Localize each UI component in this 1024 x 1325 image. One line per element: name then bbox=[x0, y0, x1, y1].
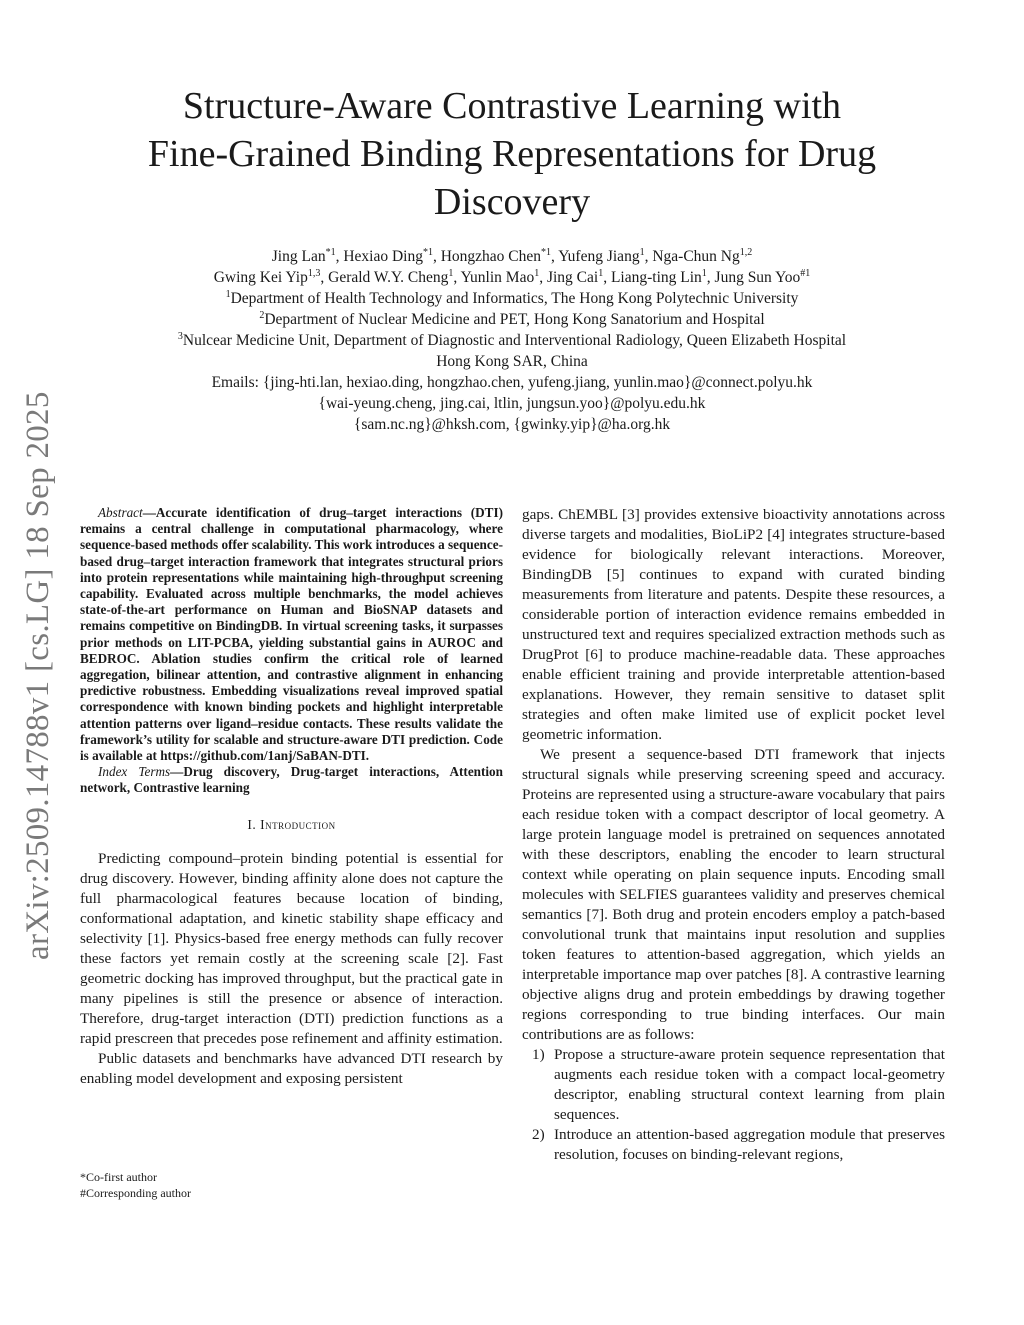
author-name: Gwing Kei Yip bbox=[213, 269, 308, 286]
emails-line: {sam.nc.ng}@hksh.com, {gwinky.yip}@ha.org.hk bbox=[353, 416, 671, 433]
title-line: Discovery bbox=[433, 181, 591, 223]
title-line: Fine-Grained Binding Representations for Drug bbox=[147, 133, 877, 175]
arxiv-side-stamp: arXiv:2509.14788v1 [cs.LG] 18 Sep 2025 bbox=[20, 391, 56, 960]
author-name: Liang-ting Lin bbox=[610, 269, 702, 286]
author-affiliation-mark: 1 bbox=[448, 267, 454, 279]
index-terms-text: —Drug discovery, Drug-target interactions, Attention network, Contrastive learning bbox=[80, 764, 503, 796]
affiliation-3: $^3$Nulcear Medicine Unit, Department of Diagnostic and Interventional Radiology, Queen Elizabeth Hospital bbox=[177, 330, 847, 349]
author-affiliation-mark: *1 bbox=[325, 246, 336, 258]
abstract bbox=[80, 505, 503, 764]
author-affiliation-mark: 1,3 bbox=[307, 267, 321, 279]
author-line: Gwing Kei Yip$^{1,3}$, Gerald W.Y. Cheng$^1$, Yunlin Mao$^1$, Jing Cai$^1$, Liang-ting Lin$^1$, Jung Sun Yoo$^{\#1}$ bbox=[213, 267, 811, 286]
title-line: Structure-Aware Contrastive Learning with bbox=[182, 85, 842, 127]
footnote: *Co-first author bbox=[80, 1170, 157, 1184]
body-paragraph: We present a sequence-based DTI framework that injects structural signals while preserving screening speed and accuracy. Proteins are represented using a structure-aware vocabulary that pairs each residue token with a compact descriptor of local geometry. A large protein language model is pretrained on sequences annotated with these descriptors, enabling the encoder to learn structural context while operating on plain sequence inputs. Encoding small molecules with SELFIES guarantees validity and preserves chemical semantics [7]. Both drug and protein encoders employ a patch-based convolutional trunk that maintains input resolution and supplies token features to attention-based aggregation, which yields an interpretable importance map over patches [8]. A contrastive learning objective aligns drug and protein embeddings by drawing together regions corresponding to true binding interfaces. Our main contributions are as follows: bbox=[522, 746, 945, 1043]
author-name: Gerald W.Y. Cheng bbox=[328, 269, 449, 286]
author-affiliation-mark: 1 bbox=[534, 267, 540, 279]
footnote: #Corresponding author bbox=[80, 1185, 191, 1200]
author-affiliation-mark: 1 bbox=[701, 267, 707, 279]
footnotes bbox=[80, 1170, 191, 1201]
left-column bbox=[80, 505, 503, 1089]
right-column bbox=[522, 505, 945, 1165]
author-affiliation-mark: *1 bbox=[541, 246, 552, 258]
abstract-text: —Accurate identification of drug–target interactions (DTI) remains a central challenge in computational pharmacology, where sequence-based methods offer scalability. This work introduces a sequence-based drug–target interaction framework that integrates structural priors into protein representations while maintaining high-throughput screening capability. Evaluated across multiple benchmarks, the model achieves state-of-the-art performance on Human and BioSNAP datasets and remains competitive on BindingDB. In virtual screening tasks, it surpasses prior methods on LIT-PCBA, yielding substantial gains in AUROC and BEDROC. Ablation studies confirm the critical role of learned aggregation, bilinear attention, and contrastive alignment in enhancing predictive robustness. Embedding visualizations reveal improved spatial correspondence with known binding pockets and highlight interpretable attention patterns over ligand–residue contacts. These results validate the framework’s utility for scalable and structure-aware DTI prediction. Code is available at https://github.com/1anj/SaBAN-DTI. bbox=[80, 505, 503, 764]
index-terms bbox=[80, 764, 503, 796]
body-paragraph: Public datasets and benchmarks have advanced DTI research by enabling model development and exposing persistent bbox=[80, 1049, 503, 1087]
affiliation-1: $^1$Department of Health Technology and Informatics, The Hong Kong Polytechnic University bbox=[225, 288, 799, 307]
list-item: 2) Introduce an attention-based aggregation module that preserves resolution, focuses on binding-relevant regions, bbox=[532, 1126, 945, 1163]
emails-line: {wai-yeung.cheng, jing.cai, ltlin, jungsun.yoo}@polyu.edu.hk bbox=[318, 395, 706, 412]
author-affiliation-mark: 1,2 bbox=[739, 246, 753, 258]
section-heading: I. Introduction bbox=[247, 816, 336, 832]
index-terms-lead: Index Terms bbox=[98, 764, 171, 780]
author-name: Jing Cai bbox=[546, 269, 599, 286]
author-name: Yunlin Mao bbox=[460, 269, 535, 286]
author-affiliation-mark: #1 bbox=[800, 267, 811, 279]
author-name: Hongzhao Chen bbox=[440, 248, 542, 265]
abstract-lead: Abstract bbox=[98, 505, 143, 520]
emails-line: Emails: {jing-hti.lan, hexiao.ding, hongzhao.chen, yufeng.jiang, yunlin.mao}@connect.polyu.hk bbox=[211, 374, 813, 391]
contributions-list bbox=[522, 1045, 945, 1165]
author-name: Jung Sun Yoo bbox=[714, 269, 801, 286]
affiliation-2: $^2$Department of Nuclear Medicine and PET, Hong Kong Sanatorium and Hospital bbox=[259, 309, 765, 328]
body-paragraph: Predicting compound–protein binding potential is essential for drug discovery. However, binding affinity alone does not capture the full pharmacological features because location of binding, conformational adaptation, and kinetic stability shape efficacy and selectivity [1]. Physics-based free energy methods can fully recover these factors yet remain costly at the screening scale [2]. Fast geometric docking has improved throughput, but the practical gate in many pipelines is still the presence or absence of interaction. Therefore, drug-target interaction (DTI) prediction functions as a rapid prescreen that precedes pose refinement and affinity estimation. bbox=[80, 849, 503, 1047]
author-affiliation-mark: 1 bbox=[598, 267, 604, 279]
list-item: 1) Propose a structure-aware protein sequence representation that augments each residue token with a compact local-geometry descriptor, enabling structural context learning from plain sequences. bbox=[532, 1046, 945, 1123]
author-affiliation-mark: *1 bbox=[422, 246, 433, 258]
paper-title bbox=[100, 82, 924, 226]
affiliation-location: Hong Kong SAR, China bbox=[436, 353, 588, 370]
author-name: Hexiao Ding bbox=[343, 248, 423, 265]
body-paragraph: gaps. ChEMBL [3] provides extensive bioactivity annotations across diverse targets and modalities, BioLiP2 [4] integrates structure-based evidence for biologically relevant interactions. Moreover, BindingDB [5] continues to expand with curated binding measurements from literature and patents. Despite these resources, a considerable portion of interaction evidence remains embedded in unstructured text and requires specialized extraction methods such as DrugProt [6] to produce machine-readable data. These approaches enable efficient training and provide interpretable attention-based explanations. However, they remain sensitive to dataset split strategies and often make limited use of explicit pocket level geometric information. bbox=[522, 506, 945, 743]
author-name: Jing Lan bbox=[271, 248, 326, 265]
author-line: Jing Lan$^{*1}$, Hexiao Ding$^{*1}$, Hongzhao Chen$^{*1}$, Yufeng Jiang$^1$, Nga-Chun Ng$^{1,2}$ bbox=[271, 246, 753, 265]
author-affiliation-mark: 1 bbox=[639, 246, 645, 258]
author-block bbox=[100, 246, 924, 435]
author-name: Yufeng Jiang bbox=[558, 248, 640, 265]
author-name: Nga-Chun Ng bbox=[652, 248, 740, 265]
